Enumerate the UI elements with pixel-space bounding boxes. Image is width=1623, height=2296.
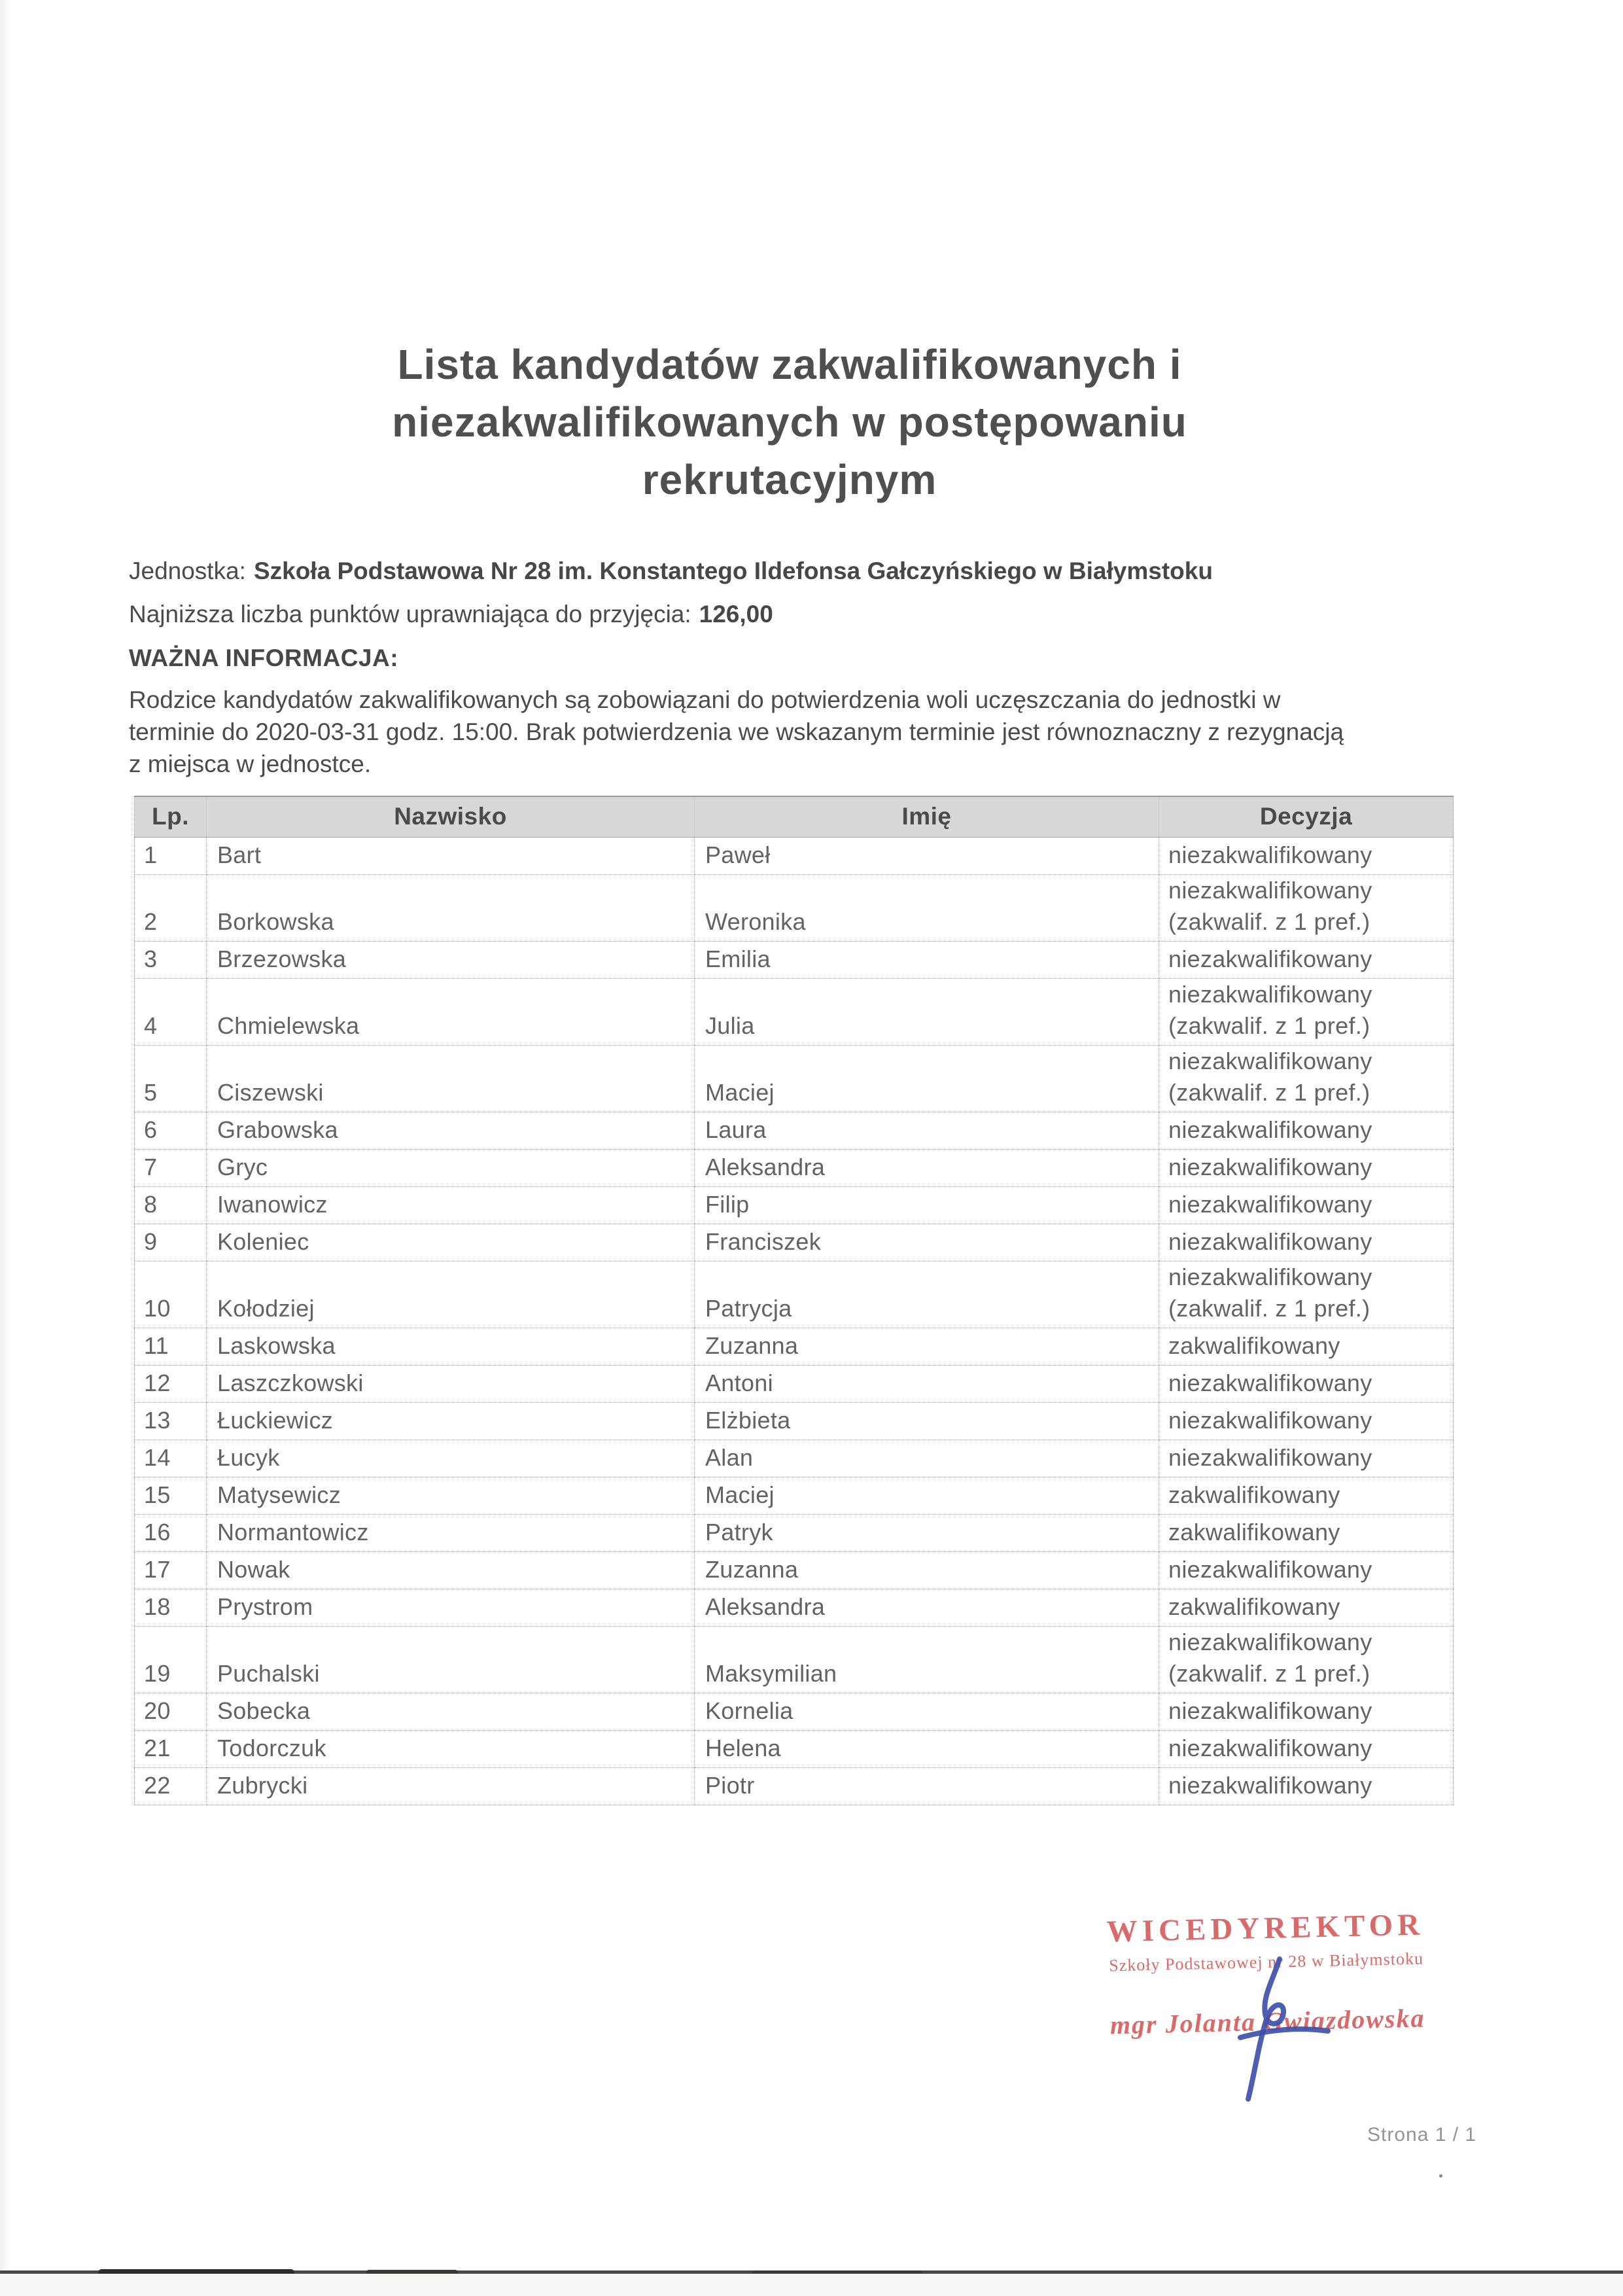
- cell-decyzja: niezakwalifikowany: [1159, 1365, 1454, 1402]
- cell-nazwisko: Matysewicz: [207, 1477, 695, 1514]
- cell-lp: 14: [135, 1439, 207, 1477]
- cell-decyzja: niezakwalifikowany: [1159, 1767, 1454, 1805]
- cell-imie: Filip: [695, 1186, 1159, 1224]
- table-row: [135, 1224, 1454, 1261]
- cell-nazwisko: Laszczkowski: [207, 1365, 695, 1402]
- cell-nazwisko: Gryc: [207, 1149, 695, 1186]
- cell-nazwisko: Łucyk: [207, 1439, 695, 1477]
- cell-lp: 10: [135, 1261, 207, 1328]
- table-row: [135, 1045, 1454, 1112]
- cell-decyzja: niezakwalifikowany (zakwalif. z 1 pref.): [1159, 874, 1454, 941]
- cell-nazwisko: Koleniec: [207, 1224, 695, 1261]
- important-info-text: Rodzice kandydatów zakwalifikowanych są zobowiązani do potwierdzenia woli uczęszczania do jednostki w terminie do 2020-03-31 godz. 15:00. Brak potwierdzenia we wskazanym terminie jest równoznaczny z rezygnacją z miejsca w jednostce.: [129, 686, 1344, 777]
- cell-imie: Antoni: [695, 1365, 1159, 1402]
- cell-imie: Patryk: [695, 1514, 1159, 1551]
- cell-decyzja: niezakwalifikowany: [1159, 1693, 1454, 1730]
- scan-area-below-page: [0, 2274, 1623, 2296]
- cell-nazwisko: Iwanowicz: [207, 1186, 695, 1224]
- cell-decyzja: niezakwalifikowany: [1159, 1439, 1454, 1477]
- cell-imie: Maciej: [695, 1477, 1159, 1514]
- header-nazwisko: Nazwisko: [207, 796, 695, 837]
- table-row: [135, 1186, 1454, 1224]
- candidates-table: [134, 796, 1454, 1805]
- cell-decyzja: niezakwalifikowany: [1159, 941, 1454, 978]
- header-imie: Imię: [695, 796, 1159, 837]
- cell-imie: Elżbieta: [695, 1402, 1159, 1439]
- min-points-value: 126,00: [699, 601, 773, 627]
- cell-decyzja: niezakwalifikowany: [1159, 1112, 1454, 1149]
- cell-decyzja: niezakwalifikowany: [1159, 1730, 1454, 1767]
- table-row: [135, 941, 1454, 978]
- cell-imie: Paweł: [695, 837, 1159, 874]
- header-lp: Lp.: [135, 796, 207, 837]
- vice-principal-stamp: [1102, 1907, 1431, 2040]
- table-row: [135, 1112, 1454, 1149]
- table-row: [135, 1626, 1454, 1693]
- cell-lp: 3: [135, 941, 207, 978]
- cell-lp: 11: [135, 1328, 207, 1365]
- cell-imie: Franciszek: [695, 1224, 1159, 1261]
- min-points-line: [129, 599, 773, 630]
- cell-imie: Kornelia: [695, 1693, 1159, 1730]
- cell-lp: 12: [135, 1365, 207, 1402]
- cell-lp: 21: [135, 1730, 207, 1767]
- cell-lp: 17: [135, 1551, 207, 1589]
- page-number: Strona 1 / 1: [1367, 2124, 1477, 2146]
- cell-decyzja: niezakwalifikowany: [1159, 1402, 1454, 1439]
- header-decyzja: Decyzja: [1159, 796, 1454, 837]
- cell-nazwisko: Kołodziej: [207, 1261, 695, 1328]
- unit-value: Szkoła Podstawowa Nr 28 im. Konstantego Ildefonsa Gałczyńskiego w Białymstoku: [253, 557, 1213, 584]
- table-row: [135, 1514, 1454, 1551]
- cell-decyzja: zakwalifikowany: [1159, 1328, 1454, 1365]
- cell-nazwisko: Ciszewski: [207, 1045, 695, 1112]
- unit-label: Jednostka:: [129, 557, 246, 584]
- cell-decyzja: niezakwalifikowany: [1159, 1224, 1454, 1261]
- cell-nazwisko: Brzezowska: [207, 941, 695, 978]
- cell-lp: 13: [135, 1402, 207, 1439]
- cell-decyzja: niezakwalifikowany (zakwalif. z 1 pref.): [1159, 978, 1454, 1045]
- scan-edge-shading: [0, 0, 10, 2296]
- cell-imie: Patrycja: [695, 1261, 1159, 1328]
- unit-line: [129, 556, 1213, 587]
- cell-lp: 4: [135, 978, 207, 1045]
- cell-decyzja: niezakwalifikowany (zakwalif. z 1 pref.): [1159, 1261, 1454, 1328]
- cell-lp: 19: [135, 1626, 207, 1693]
- cell-imie: Zuzanna: [695, 1551, 1159, 1589]
- cell-lp: 2: [135, 874, 207, 941]
- cell-lp: 1: [135, 837, 207, 874]
- cell-lp: 5: [135, 1045, 207, 1112]
- cell-decyzja: zakwalifikowany: [1159, 1514, 1454, 1551]
- cell-decyzja: niezakwalifikowany: [1159, 1149, 1454, 1186]
- table-row: [135, 1149, 1454, 1186]
- cell-nazwisko: Nowak: [207, 1551, 695, 1589]
- cell-nazwisko: Puchalski: [207, 1626, 695, 1693]
- cell-imie: Laura: [695, 1112, 1159, 1149]
- page-title: Lista kandydatów zakwalifikowanych i niezakwalifikowanych w postępowaniu rekrutacyjnym: [392, 340, 1187, 503]
- cell-decyzja: niezakwalifikowany: [1159, 1551, 1454, 1589]
- cell-imie: Helena: [695, 1730, 1159, 1767]
- cell-imie: Zuzanna: [695, 1328, 1159, 1365]
- cell-lp: 6: [135, 1112, 207, 1149]
- cell-imie: Emilia: [695, 941, 1159, 978]
- cell-nazwisko: Bart: [207, 837, 695, 874]
- cell-decyzja: niezakwalifikowany: [1159, 1186, 1454, 1224]
- cell-nazwisko: Todorczuk: [207, 1730, 695, 1767]
- table-row: [135, 1693, 1454, 1730]
- cell-decyzja: zakwalifikowany: [1159, 1477, 1454, 1514]
- cell-imie: Alan: [695, 1439, 1159, 1477]
- cell-lp: 8: [135, 1186, 207, 1224]
- cell-decyzja: niezakwalifikowany (zakwalif. z 1 pref.): [1159, 1045, 1454, 1112]
- cell-nazwisko: Prystrom: [207, 1589, 695, 1626]
- stamp-person-name: mgr Jolanta Gwiazdowska: [1109, 2003, 1425, 2040]
- table-row: [135, 1365, 1454, 1402]
- table-row: [135, 1589, 1454, 1626]
- cell-nazwisko: Zubrycki: [207, 1767, 695, 1805]
- table-row: [135, 1767, 1454, 1805]
- candidates-table-body: [135, 837, 1454, 1805]
- cell-imie: Piotr: [695, 1767, 1159, 1805]
- scan-dot-artifact: [1439, 2174, 1442, 2178]
- important-info-heading: WAŻNA INFORMACJA:: [129, 645, 399, 671]
- cell-lp: 22: [135, 1767, 207, 1805]
- cell-lp: 9: [135, 1224, 207, 1261]
- cell-nazwisko: Sobecka: [207, 1693, 695, 1730]
- min-points-label: Najniższa liczba punktów uprawniająca do przyjęcia:: [129, 601, 691, 627]
- cell-decyzja: zakwalifikowany: [1159, 1589, 1454, 1626]
- table-row: [135, 1477, 1454, 1514]
- table-row: [135, 874, 1454, 941]
- stamp-role-text: WICEDYREKTOR: [1106, 1907, 1425, 1949]
- cell-nazwisko: Normantowicz: [207, 1514, 695, 1551]
- table-row: [135, 837, 1454, 874]
- cell-decyzja: niezakwalifikowany (zakwalif. z 1 pref.): [1159, 1626, 1454, 1693]
- cell-imie: Julia: [695, 978, 1159, 1045]
- cell-imie: Aleksandra: [695, 1589, 1159, 1626]
- table-row: [135, 978, 1454, 1045]
- header-row: [135, 796, 1454, 837]
- table-row: [135, 1439, 1454, 1477]
- table-row: [135, 1730, 1454, 1767]
- table-row: [135, 1551, 1454, 1589]
- cell-lp: 16: [135, 1514, 207, 1551]
- candidates-table-header: [135, 796, 1454, 837]
- cell-imie: Maciej: [695, 1045, 1159, 1112]
- cell-imie: Aleksandra: [695, 1149, 1159, 1186]
- cell-nazwisko: Chmielewska: [207, 978, 695, 1045]
- table-row: [135, 1402, 1454, 1439]
- cell-imie: Weronika: [695, 874, 1159, 941]
- table-row: [135, 1261, 1454, 1328]
- stamp-school-text: Szkoły Podstawowej nr 28 w Białymstoku: [1108, 1949, 1424, 1975]
- table-row: [135, 1328, 1454, 1365]
- cell-imie: Maksymilian: [695, 1626, 1159, 1693]
- cell-nazwisko: Grabowska: [207, 1112, 695, 1149]
- cell-nazwisko: Laskowska: [207, 1328, 695, 1365]
- cell-lp: 18: [135, 1589, 207, 1626]
- cell-lp: 15: [135, 1477, 207, 1514]
- cell-nazwisko: Borkowska: [207, 874, 695, 941]
- cell-decyzja: niezakwalifikowany: [1159, 837, 1454, 874]
- cell-lp: 20: [135, 1693, 207, 1730]
- cell-nazwisko: Łuckiewicz: [207, 1402, 695, 1439]
- cell-lp: 7: [135, 1149, 207, 1186]
